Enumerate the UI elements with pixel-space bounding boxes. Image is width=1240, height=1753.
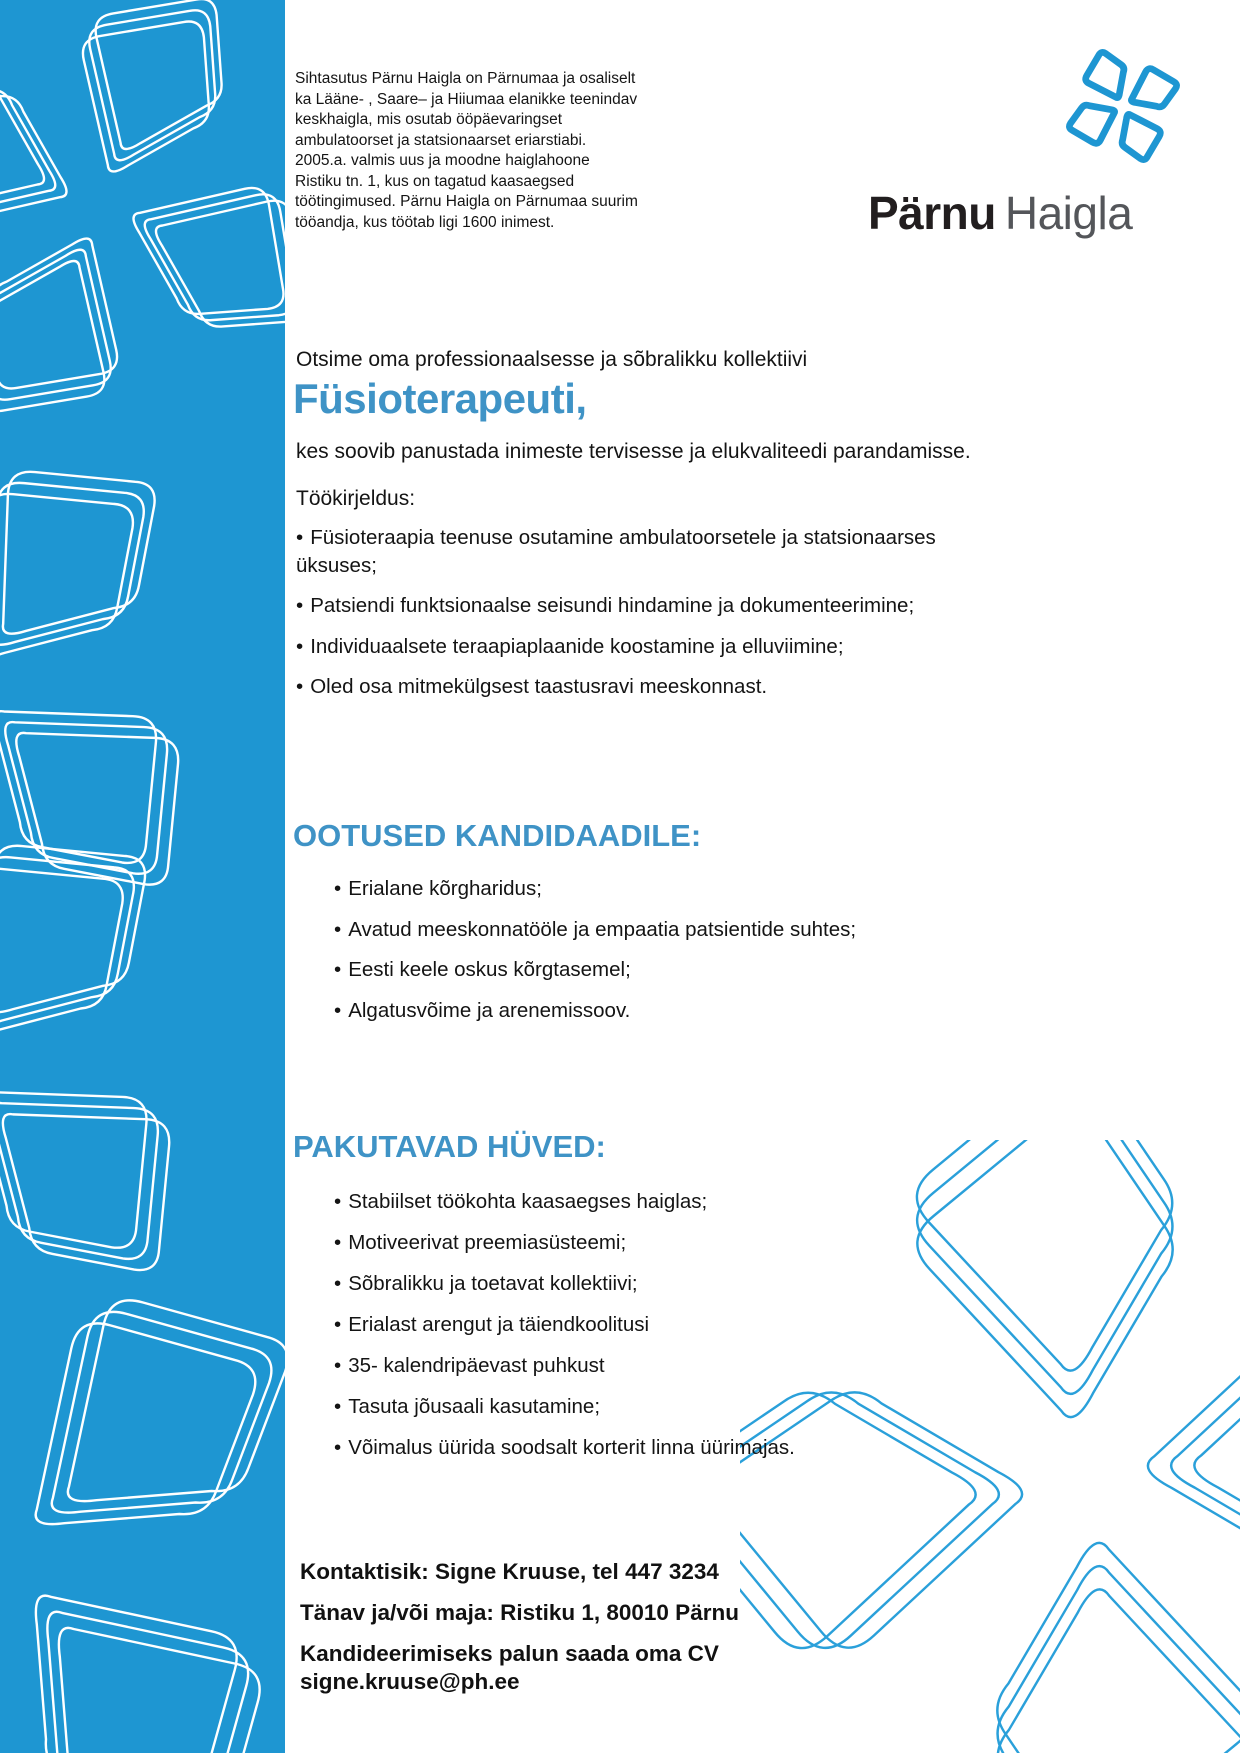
bullet-marker: • — [296, 675, 304, 698]
logo-wordmark — [868, 186, 1132, 240]
intro-line: 2005.a. valmis uus ja moodne haiglahoone — [295, 152, 590, 169]
contact-address-line: Tänav ja/või maja: Ristiku 1, 80010 Pärnu — [300, 1600, 739, 1625]
vacancy-lead-in: Otsime oma professionaalsesse ja sõbralikku kollektiivi — [296, 348, 808, 371]
list-item — [296, 673, 991, 701]
contact-apply-line: Kandideerimiseks palun saada oma CV — [300, 1641, 719, 1666]
sidebar-pinwheel-pattern-icon — [0, 0, 285, 1753]
sidebar-decoration-band — [0, 0, 285, 1753]
list-item-text: 35- kalendripäevast puhkust — [348, 1354, 605, 1377]
list-item-text: Avatud meeskonnatööle ja empaatia patsientide suhtes; — [348, 917, 857, 941]
bullet-marker: • — [334, 1190, 342, 1213]
list-item — [334, 1188, 1014, 1216]
list-item — [334, 1434, 1014, 1462]
job-description-title: Töökirjeldus: — [296, 487, 416, 510]
bullet-marker: • — [334, 877, 342, 900]
list-item-text: Motiveerivat preemiasüsteemi; — [348, 1231, 627, 1254]
bullet-marker: • — [296, 634, 304, 658]
list-item — [334, 1352, 1014, 1380]
company-intro — [295, 69, 735, 233]
list-item — [334, 1393, 1014, 1421]
list-item — [296, 633, 991, 661]
list-item-text: Erialast arengut ja täiendkoolitusi — [348, 1313, 650, 1336]
logo-pinwheel-icon — [1060, 40, 1190, 175]
intro-line: ambulatoorset ja statsionaarset eriarstiabi. — [295, 131, 587, 149]
list-item-text: Stabiilset töökohta kaasaegses haiglas; — [348, 1190, 708, 1213]
list-item-text: Algatusvõime ja arenemissoov. — [348, 998, 631, 1022]
list-item — [296, 524, 991, 579]
list-item — [334, 875, 1014, 903]
position-title: Füsioterapeuti, — [293, 375, 587, 422]
contact-email: signe.kruuse@ph.ee — [300, 1669, 520, 1694]
list-item-text: Füsioteraapia teenuse osutamine ambulatoorsetele ja statsionaarses üksuses; — [296, 526, 936, 577]
benefits-list — [334, 1188, 1014, 1475]
logo-word-primary: Pärnu — [868, 187, 996, 239]
intro-line: Sihtasutus Pärnu Haigla on Pärnumaa ja osaliselt — [295, 70, 636, 87]
list-item-text: Erialane kõrgharidus; — [348, 877, 542, 900]
bullet-marker: • — [334, 998, 342, 1022]
benefits-title: PAKUTAVAD HÜVED: — [293, 1129, 606, 1164]
list-item — [334, 956, 1014, 984]
intro-line: keskhaigla, mis osutab ööpäevaringset — [295, 111, 563, 128]
intro-line: ka Lääne- , Saare– ja Hiiumaa elanikke teenindav — [295, 90, 638, 108]
list-item-text: Tasuta jõusaali kasutamine; — [348, 1395, 601, 1418]
contact-block — [300, 1558, 739, 1709]
parnu-haigla-logo — [860, 36, 1200, 239]
bullet-marker: • — [334, 1436, 342, 1459]
list-item — [334, 916, 1014, 944]
bullet-marker: • — [334, 917, 342, 941]
list-item — [334, 1229, 1014, 1257]
intro-line: Ristiku tn. 1, kus on tagatud kaasaegsed — [295, 172, 575, 190]
list-item-text: Individuaalsete teraapiaplaanide koostamine ja elluviimine; — [310, 634, 844, 658]
job-description-list — [296, 524, 991, 714]
list-item — [334, 997, 1014, 1025]
bullet-marker: • — [334, 1354, 342, 1377]
list-item — [296, 592, 991, 620]
bullet-marker: • — [296, 594, 304, 617]
bullet-marker: • — [334, 1395, 342, 1418]
intro-line: tööandja, kus töötab ligi 1600 inimest. — [295, 213, 555, 231]
expectations-title: OOTUSED KANDIDAADILE: — [293, 818, 702, 853]
bullet-marker: • — [296, 526, 304, 549]
list-item-text: Eesti keele oskus kõrgtasemel; — [348, 958, 631, 981]
list-item — [334, 1311, 1014, 1339]
vacancy-subtitle: kes soovib panustada inimeste tervisesse ja elukvaliteedi parandamisse. — [296, 440, 971, 463]
bullet-marker: • — [334, 958, 342, 981]
bullet-marker: • — [334, 1313, 342, 1336]
list-item-text: Võimalus üürida soodsalt korterit linna üürimajas. — [348, 1436, 795, 1459]
expectations-list — [334, 875, 1014, 1037]
bullet-marker: • — [334, 1231, 342, 1254]
bullet-marker: • — [334, 1272, 342, 1295]
list-item-text: Sõbralikku ja toetavat kollektiivi; — [348, 1272, 638, 1295]
list-item-text: Oled osa mitmekülgsest taastusravi meeskonnast. — [310, 675, 768, 698]
contact-person-line: Kontaktisik: Signe Kruuse, tel 447 3234 — [300, 1559, 719, 1584]
logo-word-secondary: Haigla — [1004, 187, 1133, 239]
intro-line: töötingimused. Pärnu Haigla on Pärnumaa suurim — [295, 193, 638, 210]
list-item — [334, 1270, 1014, 1298]
list-item-text: Patsiendi funktsionaalse seisundi hindamine ja dokumenteerimine; — [310, 594, 915, 617]
